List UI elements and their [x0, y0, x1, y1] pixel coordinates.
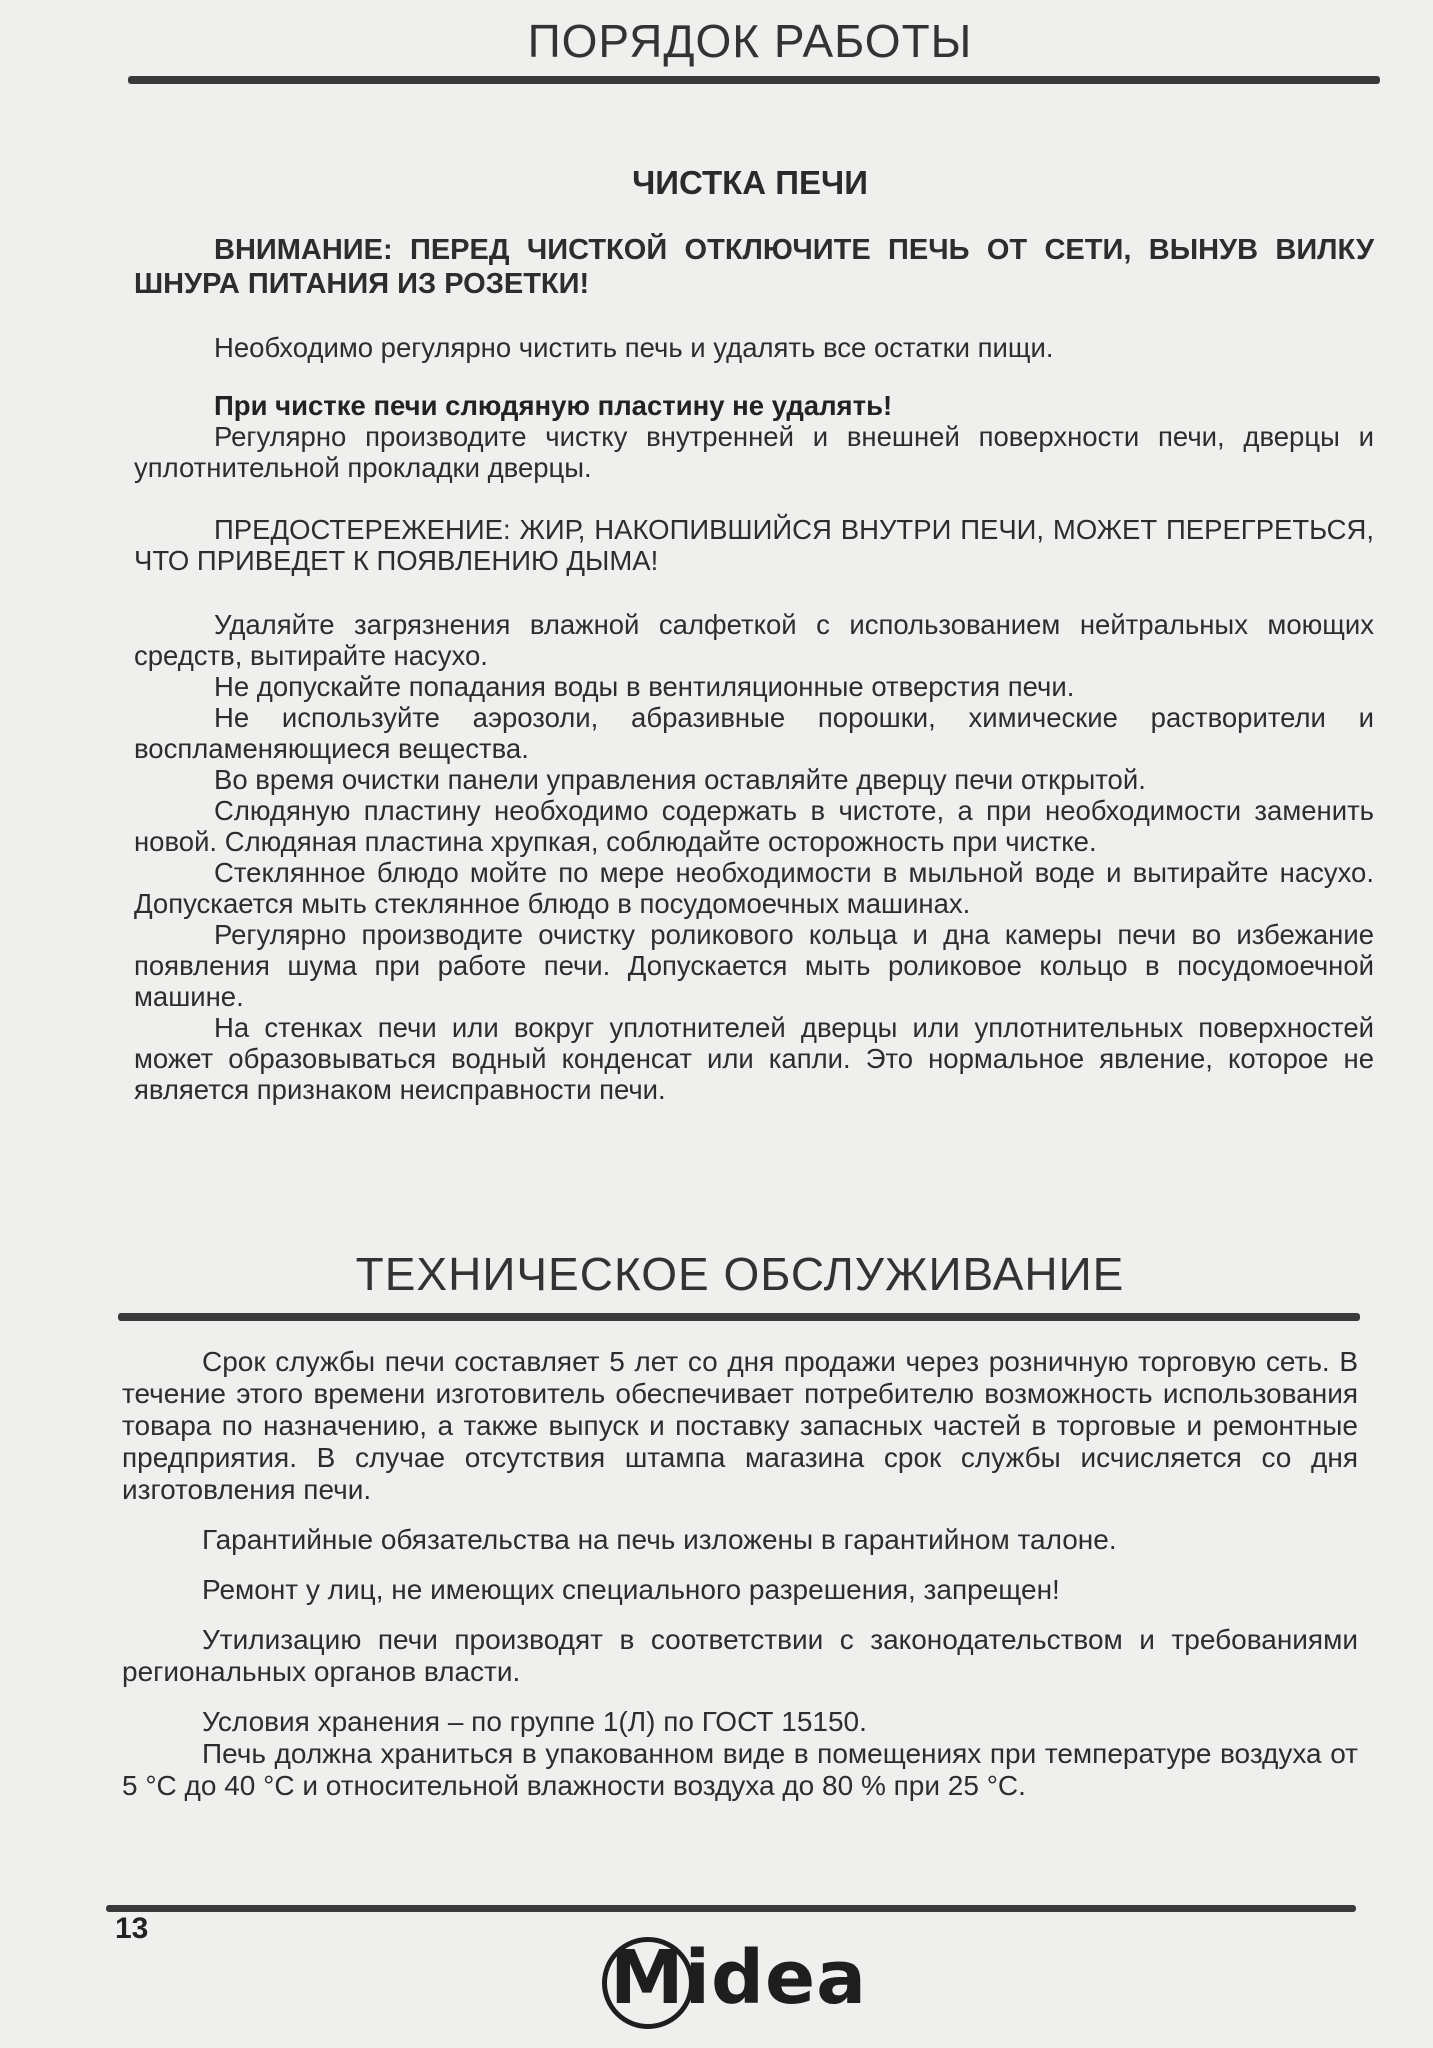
caution-block	[134, 514, 1374, 576]
cleaning-list	[134, 609, 1374, 1105]
maintenance-p5: Условия хранения – по группе 1(Л) по ГОСТ 15150.	[202, 1706, 867, 1737]
cleaning-item: Не используйте аэрозоли, абразивные порошки, химические растворители и воспламеняющиеся вещества.	[134, 702, 1374, 764]
cleaning-item: Во время очистки панели управления оставляйте дверцу печи открытой.	[214, 764, 1146, 795]
cleaning-item: Стеклянное блюдо мойте по мере необходимости в мыльной воде и вытирайте насухо. Допускается мыть стеклянное блюдо в посудомоечных машинах.	[134, 857, 1374, 919]
cleaning-item: На стенках печи или вокруг уплотнителей дверцы или уплотнительных поверхностей может образовываться водный конденсат или капли. Это нормальное явление, которое не является признаком неисправности печи.	[134, 1012, 1374, 1105]
cleaning-item: Регулярно производите очистку роликового кольца и дна камеры печи во избежание появления шума при работе печи. Допускается мыть роликовое кольцо в посудомоечной машине.	[134, 919, 1374, 1012]
cleaning-item: Не допускайте попадания воды в вентиляционные отверстия печи.	[214, 671, 1075, 702]
maintenance-body	[122, 1346, 1358, 1802]
cleaning-title: ЧИСТКА ПЕЧИ	[632, 164, 868, 201]
cleaning-p2: Регулярно производите чистку внутренней и внешней поверхности печи, дверцы и уплотнительной прокладки дверцы.	[134, 421, 1374, 483]
mica-warning: При чистке печи слюдяную пластину не удалять!	[214, 390, 893, 421]
footer-rule	[106, 1905, 1356, 1912]
page-number: 13	[115, 1912, 149, 1945]
cleaning-warning	[134, 233, 1374, 301]
cleaning-item: Удаляйте загрязнения влажной салфеткой с использованием нейтральных моющих средств, вытирайте насухо.	[134, 609, 1374, 671]
maintenance-rule	[118, 1313, 1360, 1321]
maintenance-p4: Утилизацию печи производят в соответствии с законодательством и требованиями региональных органов власти.	[122, 1624, 1358, 1687]
caution-text: ПРЕДОСТЕРЕЖЕНИЕ: ЖИР, НАКОПИВШИЙСЯ ВНУТРИ ПЕЧИ, МОЖЕТ ПЕРЕГРЕТЬСЯ, ЧТО ПРИВЕДЕТ К ПОЯВЛЕНИЮ ДЫМА!	[134, 514, 1374, 576]
cleaning-item: Слюдяную пластину необходимо содержать в чистоте, а при необходимости заменить новой. Слюдяная пластина хрупкая, соблюдайте осторожность при чистке.	[134, 795, 1374, 857]
section-header: ПОРЯДОК РАБОТЫ	[527, 15, 973, 67]
logo-text: Midea	[610, 1935, 868, 2021]
midea-logo	[610, 1935, 867, 2021]
maintenance-p3: Ремонт у лиц, не имеющих специального разрешения, запрещен!	[202, 1574, 1060, 1605]
maintenance-p1: Срок службы печи составляет 5 лет со дня продажи через розничную торговую сеть. В течение этого времени изготовитель обеспечивает потребителю возможность использования товара по назначению, а также выпуск и поставку запасных частей в торговые и ремонтные предприятия. В случае отсутствия штампа магазина срок службы исчисляется со дня изготовления печи.	[122, 1346, 1358, 1505]
maintenance-p6: Печь должна храниться в упакованном виде в помещениях при температуре воздуха от 5 °С до 40 °С и относительной влажности воздуха до 80 % при 25 °С.	[122, 1738, 1358, 1801]
cleaning-intro	[134, 332, 1374, 363]
maintenance-p2: Гарантийные обязательства на печь изложены в гарантийном талоне.	[202, 1524, 1117, 1555]
header-rule	[128, 76, 1380, 84]
warning-text: ВНИМАНИЕ: ПЕРЕД ЧИСТКОЙ ОТКЛЮЧИТЕ ПЕЧЬ ОТ СЕТИ, ВЫНУВ ВИЛКУ ШНУРА ПИТАНИЯ ИЗ РОЗЕТКИ!	[134, 234, 1374, 300]
cleaning-p1: Необходимо регулярно чистить печь и удалять все остатки пищи.	[214, 332, 1054, 363]
mica-block	[134, 390, 1374, 483]
maintenance-title: ТЕХНИЧЕСКОЕ ОБСЛУЖИВАНИЕ	[355, 1248, 1125, 1300]
